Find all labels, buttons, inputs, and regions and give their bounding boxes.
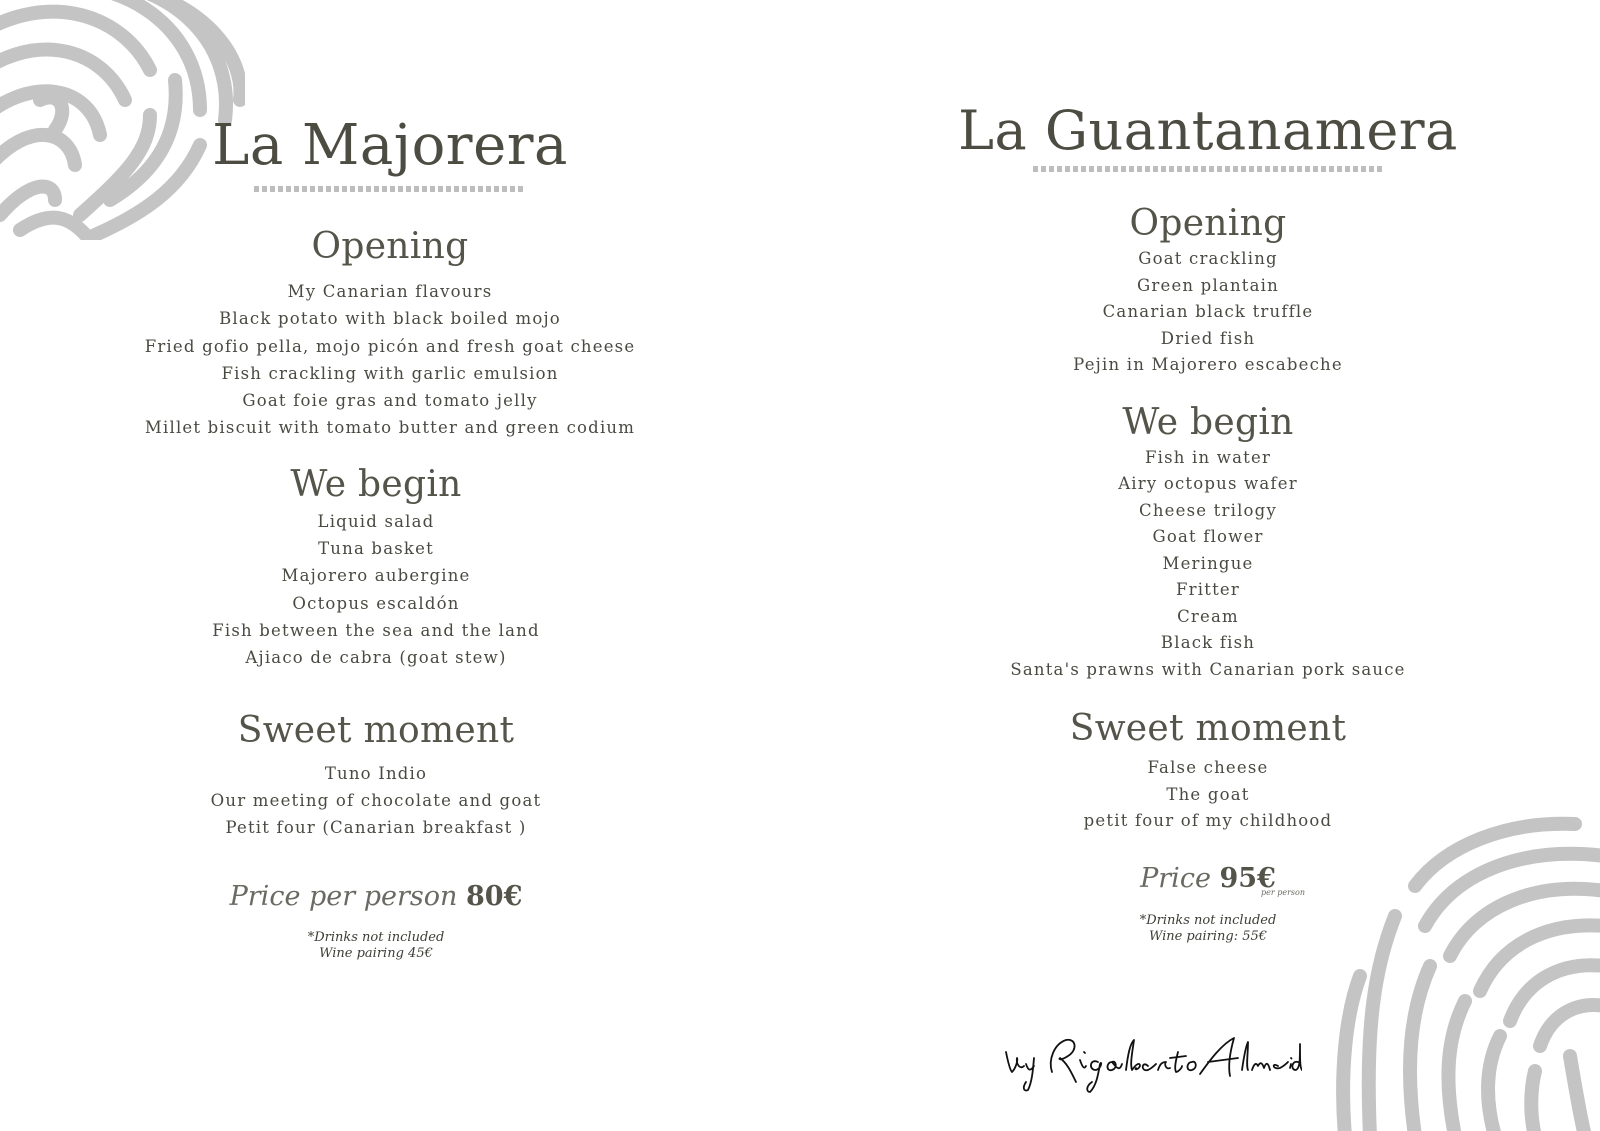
list-item: Dried fish bbox=[1160, 328, 1256, 348]
list-item: Black fish bbox=[1160, 633, 1256, 652]
menu-la-majorera bbox=[140, 108, 640, 962]
section-heading-sweet-moment: Sweet moment bbox=[237, 709, 515, 751]
list-item: Cheese trilogy bbox=[1139, 500, 1277, 520]
list-item: Santa's prawns with Canarian pork sauce bbox=[1010, 659, 1406, 679]
list-item: Fish between the sea and the land bbox=[212, 620, 540, 640]
list-item: Black potato with black boiled mojo bbox=[219, 309, 561, 329]
list-item: Green plantain bbox=[1137, 275, 1279, 295]
list-item: Tuna basket bbox=[318, 539, 434, 559]
drinks-note bbox=[112, 930, 640, 962]
list-item: Fish in water bbox=[1144, 447, 1272, 467]
list-item: False cheese bbox=[1147, 758, 1269, 777]
section-heading-we-begin: We begin bbox=[290, 463, 462, 505]
list-item: Our meeting of chocolate and goat bbox=[210, 790, 542, 810]
list-item: Liquid salad bbox=[317, 511, 435, 531]
price-value: 80€ bbox=[466, 881, 523, 913]
price-per-person-label: per person bbox=[1261, 887, 1305, 897]
list-item: Majorero aubergine bbox=[281, 566, 471, 586]
list-item: Meringue bbox=[1162, 553, 1254, 573]
list-item: Ajiaco de cabra (goat stew) bbox=[245, 648, 507, 668]
section-heading-opening: Opening bbox=[311, 226, 469, 267]
list-item: My Canarian flavours bbox=[287, 282, 493, 301]
we-begin-list bbox=[958, 445, 1458, 684]
menu-title: La Guantanamera bbox=[958, 99, 1458, 162]
list-item: Goat flower bbox=[1152, 527, 1264, 546]
section-heading-opening: Opening bbox=[1129, 203, 1287, 244]
title-dotted-divider bbox=[254, 186, 526, 192]
list-item: Fish crackling with garlic emulsion bbox=[221, 363, 559, 383]
we-begin-list bbox=[112, 508, 640, 672]
price-label: Price per person bbox=[229, 881, 458, 913]
note-line: Wine pairing 45€ bbox=[319, 946, 433, 962]
list-item: Tuno Indio bbox=[324, 763, 428, 783]
sweet-moment-list bbox=[112, 760, 640, 842]
list-item: Goat crackling bbox=[1138, 249, 1278, 268]
opening-list bbox=[140, 278, 640, 442]
list-item: The goat bbox=[1166, 784, 1250, 804]
price-line bbox=[112, 881, 640, 912]
list-item: Cream bbox=[1177, 606, 1239, 626]
drinks-note bbox=[958, 913, 1458, 945]
list-item: Canarian black truffle bbox=[1102, 302, 1314, 321]
list-item: Fried gofio pella, mojo picón and fresh goat cheese bbox=[144, 336, 636, 356]
opening-list bbox=[958, 246, 1458, 379]
price-label: Price bbox=[1140, 862, 1211, 894]
chef-signature bbox=[1002, 1030, 1302, 1100]
list-item: petit four of my childhood bbox=[1083, 811, 1333, 830]
list-item: Petit four (Canarian breakfast ) bbox=[225, 818, 527, 838]
note-line: *Drinks not included bbox=[1139, 912, 1277, 928]
price-value: 95€ bbox=[1219, 862, 1276, 894]
list-item: Millet biscuit with tomato butter and green codium bbox=[144, 418, 636, 438]
list-item: Fritter bbox=[1176, 580, 1240, 599]
title-dotted-divider bbox=[1033, 166, 1383, 172]
list-item: Octopus escaldón bbox=[292, 593, 460, 613]
list-item: Airy octopus wafer bbox=[1118, 474, 1298, 493]
section-heading-we-begin: We begin bbox=[1122, 401, 1294, 443]
list-item: Pejin in Majorero escabeche bbox=[1073, 355, 1343, 374]
note-line: Wine pairing: 55€ bbox=[1148, 928, 1268, 944]
note-line: *Drinks not included bbox=[307, 930, 445, 946]
list-item: Goat foie gras and tomato jelly bbox=[242, 391, 538, 411]
menu-la-guantanamera bbox=[958, 96, 1458, 945]
menu-title: La Majorera bbox=[212, 113, 568, 178]
section-heading-sweet-moment: Sweet moment bbox=[1069, 708, 1347, 749]
sweet-moment-list bbox=[958, 755, 1458, 835]
